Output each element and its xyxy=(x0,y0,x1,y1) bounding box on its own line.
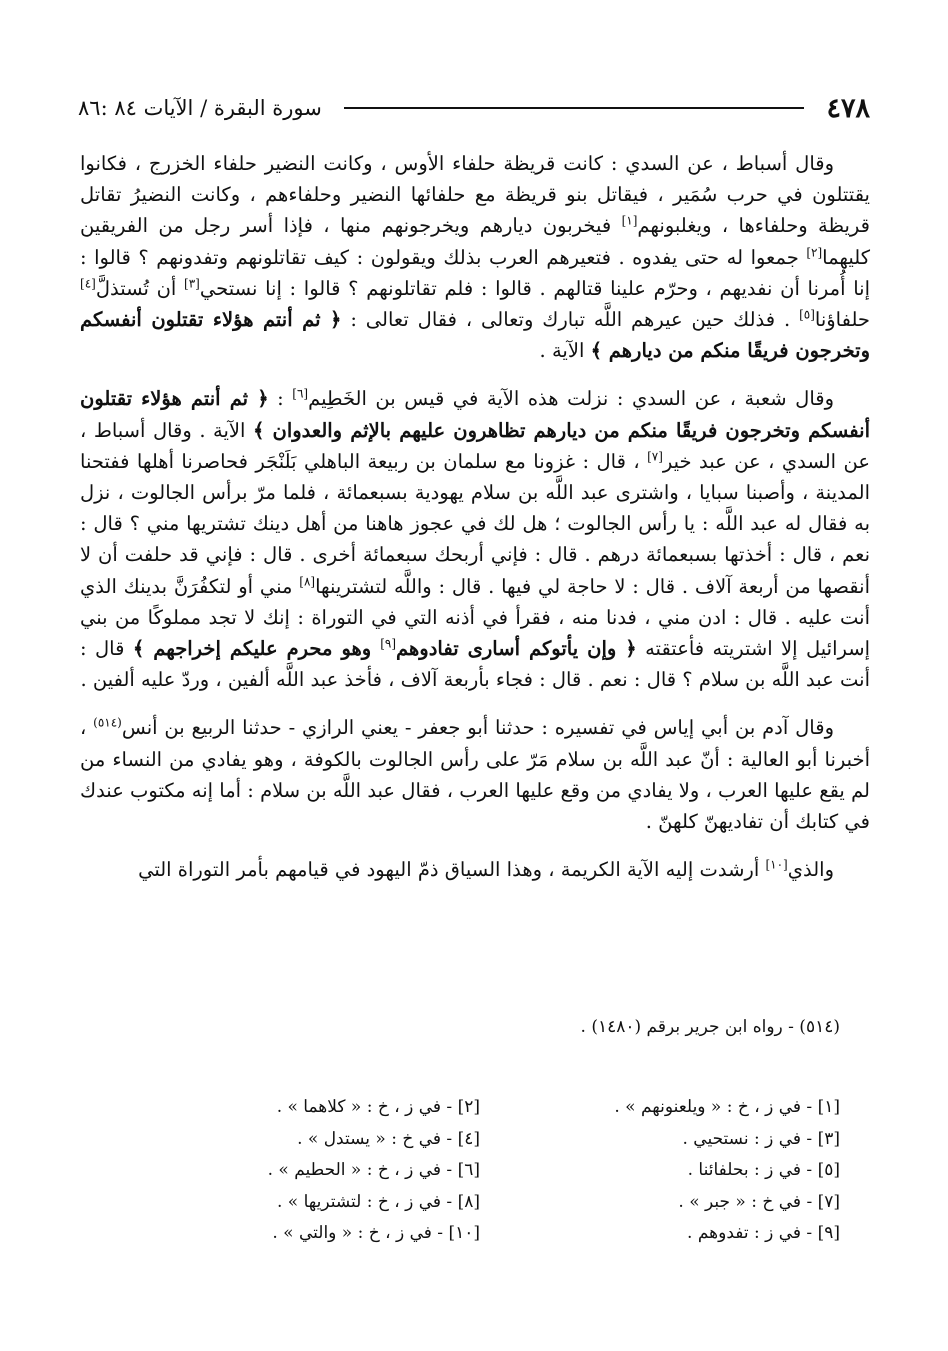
variant-reading: [٤] - في خ : « يستدل » . xyxy=(297,1128,480,1149)
text-run: أن تُستذلَّ xyxy=(95,276,185,300)
footnote-marker: [٢] xyxy=(806,245,823,260)
text-run: حلفاؤنا xyxy=(814,308,870,332)
header-rule xyxy=(344,107,805,109)
text-run: وقال أسباط ، عن السدي : كانت قريظة حلفاء الأوس ، وكانت النضير حلفاء الخزرج ، فكانوا يقتتلون في حرب سُمَير ، فيقاتل بنو قريظة مع حلفائها النضير وحلفاءهم ، وكانت النضيرُ تقاتل قريظة وحلفاءها ، ويغلبونهم xyxy=(80,152,870,238)
text-run: وقال شعبة ، عن السدي : نزلت هذه الآية في قيس بن الخَطِيم xyxy=(308,387,834,411)
body-text xyxy=(80,148,870,902)
quran-verse: وهو محرم عليكم إخراجهم ﴾ xyxy=(132,637,381,661)
quran-verse: ﴿ ثم أنتم هؤلاء تقتلون أنفسكم وتخرجون فريقًا منكم من ديارهم تظاهرون عليهم بالإثم والعدوان ﴾ xyxy=(80,387,870,442)
variant-reading: [٦] - في ز ، خ : « الحطيم » . xyxy=(267,1160,480,1180)
paragraph xyxy=(80,712,870,837)
text-run: والذي xyxy=(787,858,834,882)
text-run: ، قال : غزونا مع سلمان بن ربيعة الباهلي بَلَنْجَر فحاصرنا أهلها ففتحنا المدينة ، وأصبنا سبايا ، واشترى عبد اللَّه بن سلام يهودية بسبعمائة ، فلما مرّ برأس الجالوت ، نزل به فقال له عبد اللَّه : يا رأس الجالوت ؛ هل لك في عجوز هاهنا من أهل دينك تشتريها مني ؟ قال : نعم ، قال : أخذتها بسبعمائة درهم . قال : فإني أربحك سبعمائة أخرى . قال : فإني قد حلفت أن لا أنقصها من أربعة آلاف . قال : لا حاجة لي فيها . قال : واللَّه لتشترينها xyxy=(80,449,870,598)
footnote-marker: [٧] xyxy=(647,449,663,464)
footnote-marker: [٨] xyxy=(299,574,316,589)
variant-readings xyxy=(120,1092,840,1250)
variant-reading: [٩] - في ز : تفدوهم . xyxy=(687,1223,840,1243)
variant-reading: [١] - في ز ، خ : « ويلعنونهم » . xyxy=(614,1097,840,1117)
paragraph xyxy=(80,148,870,366)
text-run: الآية . وقال أسباط ، عن السدي ، عن عبد خير xyxy=(80,418,871,473)
footnote-marker: [٥] xyxy=(799,307,815,322)
footnote-marker: [٩] xyxy=(380,636,397,651)
text-run: قال : أنت عبد اللَّه بن سلام ؟ قال : نعم . قال : فجاء بأربعة آلاف ، فأخذ عبد اللَّه ألفين ، وردّ عليه ألفين . xyxy=(80,637,870,692)
footnote-marker: [٦] xyxy=(292,386,309,401)
variant-reading: [٥] - في ز : بحلفائنا . xyxy=(687,1160,840,1180)
page-header xyxy=(78,88,870,128)
footnote-marker: [٤] xyxy=(80,276,96,291)
footnote-marker: [٣] xyxy=(184,276,200,291)
paragraph xyxy=(80,383,870,695)
footnote-marker: (٥١٤) xyxy=(93,715,122,730)
text-run: فيخربون ديارهم ويخرجونهم منها ، فإذا أسر رجل من الفريقين كليهما xyxy=(80,214,870,269)
footnote-source: (٥١٤) - رواه ابن جرير برقم (١٤٨٠) . xyxy=(580,1017,840,1037)
text-run: وقال آدم بن أبي إياس في تفسيره : حدثنا أبو جعفر - يعني الرازي - حدثنا الربيع بن أنس xyxy=(121,716,834,740)
variant-reading: [١٠] - في ز ، خ : « والتي » . xyxy=(272,1223,480,1243)
variant-reading: [٢] - في ز ، خ : « كلاهما » . xyxy=(276,1097,480,1117)
text-run: . فذلك حين عيرهم اللَّه تبارك وتعالى ، فقال تعالى : xyxy=(341,308,800,332)
text-run: أرشدت إليه الآية الكريمة ، وهذا السياق ذمّ اليهود في قيامهم بأمر التوراة التي xyxy=(138,858,766,882)
variant-reading: [٧] - في خ : « جبر » . xyxy=(678,1191,840,1212)
paragraph xyxy=(80,854,870,885)
footnote-marker: [١٠] xyxy=(765,857,788,872)
page-number: ٤٧٨ xyxy=(826,92,870,124)
quran-verse: ﴿ ثم أنتم هؤلاء تقتلون أنفسكم وتخرجون فريقًا منكم من ديارهم ﴾ xyxy=(80,308,870,363)
footnote-marker: [١] xyxy=(621,213,638,228)
variant-reading: [٨] - في ز ، خ : لتشتريها » . xyxy=(276,1191,480,1212)
text-run: : xyxy=(268,387,293,411)
text-run: مني أو لتكفُرَنَّ بدينك الذي أنت عليه . قال : ادن مني ، فدنا منه ، فقرأ في أذنه التي في التوراة : إنك لا تجد مملوكًا من بني إسرائيل إلا اشتريته فأعتقته xyxy=(80,574,871,661)
running-title: سورة البقرة / الآيات ٨٤ :٨٦ xyxy=(78,96,322,120)
variant-reading: [٣] - في ز : نستحيي . xyxy=(682,1128,840,1149)
quran-verse: ﴿ وإن يأتوكم أسارى تفادوهم xyxy=(396,637,637,661)
text-run: ، أخبرنا أبو العالية : أنّ عبد اللَّه بن سلام مَرّ على رأس الجالوت بالكوفة ، وهو يفادي من النساء من لم يقع عليها العرب ، ولا يفادي من وقع عليها العرب ، فقال عبد اللَّه بن سلام : أما إنه مكتوب عندك في كتابك أن تفاديهنّ كلهنّ . xyxy=(80,716,870,834)
text-run: جمعوا له حتى يفدوه . فتعيرهم العرب بذلك ويقولون : كيف تقاتلونهم وتفدونهم ؟ قالوا : إنا أُمرنا أن نفديهم ، وحرّم علينا قتالهم . قالوا : فلم تقاتلونهم ؟ قالوا : إنا نستحي xyxy=(80,245,870,300)
text-run: الآية . xyxy=(539,339,591,363)
